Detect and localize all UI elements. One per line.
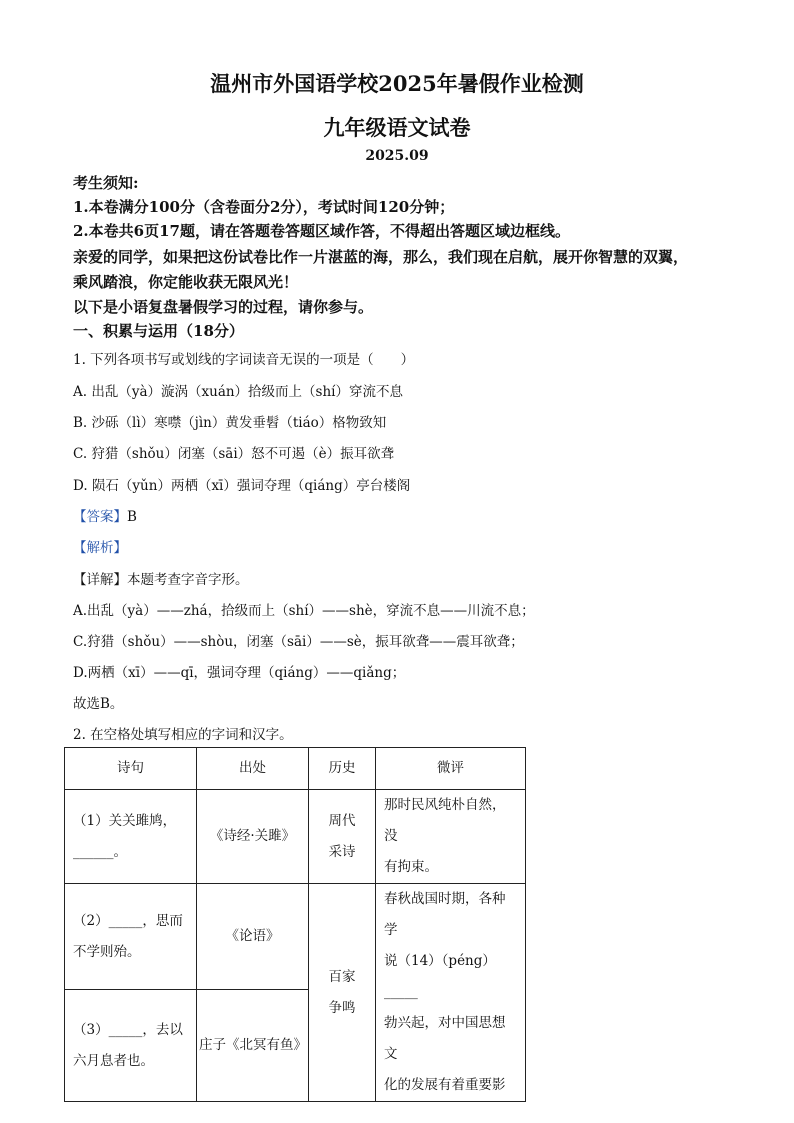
intro-line-2: 乘风踏浪，你定能收获无限风光！ xyxy=(73,273,299,291)
source-cell-3: 庄子《北冥有鱼》 xyxy=(197,990,309,1102)
table-row xyxy=(65,790,526,884)
history-cell-shared: 百家 争鸣 xyxy=(309,884,376,1102)
comment-cell-shared: 春秋战国时期，各种学 说（14）（péng）_____ 勃兴起，对中国思想文 化的发展有着重要影 xyxy=(376,884,526,1102)
notice-item-2: 2.本卷共6页17题，请在答题卷答题区域作答，不得超出答题区域边框线。 xyxy=(73,222,570,240)
q1-explain-d: D.两栖（xī）——qī，强词夺理（qiáng）——qiǎng； xyxy=(73,665,406,681)
poem-table xyxy=(64,747,526,1102)
answer-label: 【答案】 xyxy=(73,509,127,525)
verse-cell-3: （3）_____，去以 六月息者也。 xyxy=(65,990,197,1102)
detail-label: 【详解】 xyxy=(73,572,127,588)
q1-option-d: D. 陨石（yǔn）两栖（xī）强词夺理（qiáng）亭台楼阁 xyxy=(73,478,411,494)
header-comment: 微评 xyxy=(376,748,526,790)
q1-stem: 1. 下列各项书写或划线的字词读音无误的一项是（ ） xyxy=(73,352,415,368)
table-header-row xyxy=(65,748,526,790)
table-row xyxy=(65,884,526,990)
analysis-label: 【解析】 xyxy=(73,540,127,556)
q1-option-b: B. 沙砾（lì）寒噤（jìn）黄发垂髫（tiáo）格物致知 xyxy=(73,415,387,431)
history-cell-1: 周代 采诗 xyxy=(309,790,376,884)
exam-date: 2025.09 xyxy=(365,148,429,164)
intro-line-3: 以下是小语复盘暑假学习的过程，请你参与。 xyxy=(73,298,374,316)
q1-explain-a: A.出乱（yà）——zhá，拾级而上（shí）——shè，穿流不息——川流不息； xyxy=(73,603,535,619)
detail-text: 本题考查字音字形。 xyxy=(127,572,249,588)
source-cell-1: 《诗经·关雎》 xyxy=(197,790,309,884)
q1-conclusion: 故选B。 xyxy=(73,696,124,712)
notice-heading: 考生须知: xyxy=(73,174,139,192)
section-1-heading: 一、积累与运用（18分） xyxy=(73,322,244,340)
exam-title: 温州市外国语学校2025年暑假作业检测 xyxy=(210,71,584,96)
q1-explain-c: C.狩猎（shǒu）——shòu，闭塞（sāi）——sè，振耳欲聋——震耳欲聋； xyxy=(73,634,524,650)
q1-answer xyxy=(73,505,137,525)
q2-stem: 2. 在空格处填写相应的字词和汉字。 xyxy=(73,727,293,743)
q1-option-c: C. 狩猎（shǒu）闭塞（sāi）怒不可遏（è）振耳欲聋 xyxy=(73,446,395,462)
intro-line-1: 亲爱的同学，如果把这份试卷比作一片湛蓝的海，那么，我们现在启航，展开你智慧的双翼， xyxy=(73,248,689,266)
answer-value: B xyxy=(127,509,137,525)
verse-cell-1: （1）关关雎鸠， ______。 xyxy=(65,790,197,884)
header-source: 出处 xyxy=(197,748,309,790)
header-history: 历史 xyxy=(309,748,376,790)
notice-item-1: 1.本卷满分100分（含卷面分2分），考试时间120分钟； xyxy=(73,198,455,216)
source-cell-2: 《论语》 xyxy=(197,884,309,990)
header-verse: 诗句 xyxy=(65,748,197,790)
q1-option-a: A. 出乱（yà）漩涡（xuán）拾级而上（shí）穿流不息 xyxy=(73,384,403,400)
comment-cell-1: 那时民风纯朴自然，没 有拘束。 xyxy=(376,790,526,884)
q1-detail xyxy=(73,568,249,588)
verse-cell-2: （2）_____，思而 不学则殆。 xyxy=(65,884,197,990)
exam-subtitle: 九年级语文试卷 xyxy=(323,115,471,140)
